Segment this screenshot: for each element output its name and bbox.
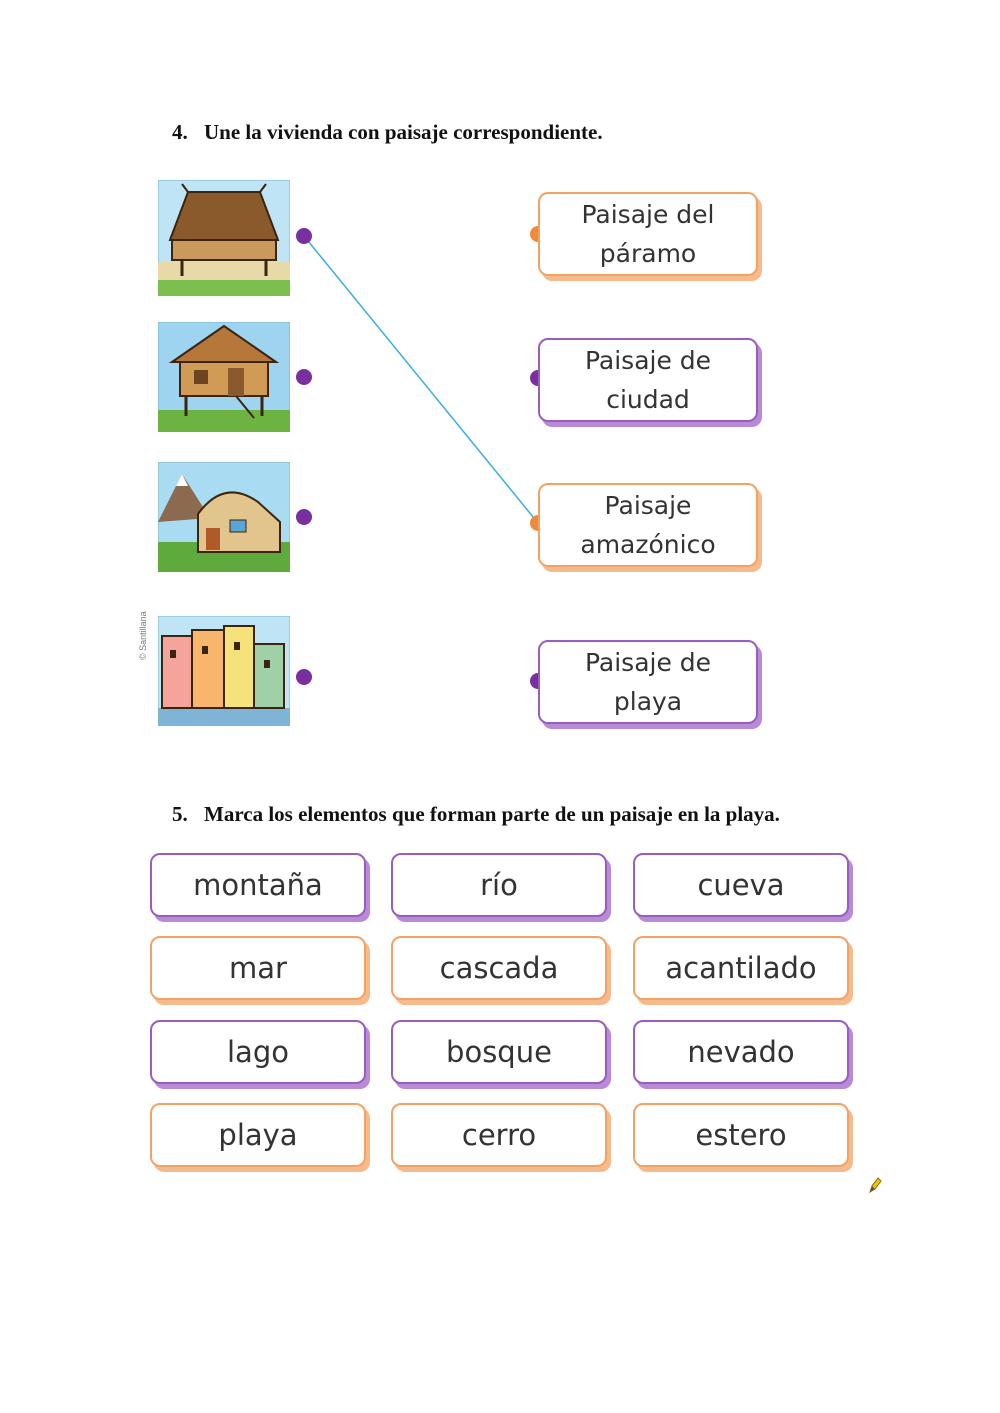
exercise-4-number: 4. bbox=[172, 120, 188, 144]
pencil-icon[interactable] bbox=[868, 1176, 882, 1194]
word-option-cueva[interactable]: cueva bbox=[633, 853, 849, 917]
landscape-box-ciudad[interactable] bbox=[538, 338, 758, 422]
word-option-cerro[interactable]: cerro bbox=[391, 1103, 607, 1167]
word-option-playa[interactable]: playa bbox=[150, 1103, 366, 1167]
landscape-box-paramo[interactable] bbox=[538, 192, 758, 276]
house-picture-3 bbox=[158, 462, 290, 572]
house-picture-2 bbox=[158, 322, 290, 432]
landscape-box-playa[interactable] bbox=[538, 640, 758, 724]
word-option-lago[interactable]: lago bbox=[150, 1020, 366, 1084]
word-option-rio[interactable]: río bbox=[391, 853, 607, 917]
exercise-5-heading bbox=[172, 802, 780, 827]
wooden-stilt-house-icon bbox=[158, 322, 290, 432]
word-option-bosque[interactable]: bosque bbox=[391, 1020, 607, 1084]
landscape-box-amazonico[interactable] bbox=[538, 483, 758, 567]
exercise-5-instruction: Marca los elementos que forman parte de un paisaje en la playa. bbox=[204, 802, 780, 826]
word-option-cascada[interactable]: cascada bbox=[391, 936, 607, 1000]
word-option-montana[interactable]: montaña bbox=[150, 853, 366, 917]
city-buildings-icon bbox=[158, 616, 290, 726]
landscape-label: Paisaje amazónico bbox=[580, 491, 716, 559]
landscape-label: Paisaje del páramo bbox=[581, 200, 715, 268]
thatched-stilt-hut-icon bbox=[158, 180, 290, 296]
landscape-label: Paisaje de ciudad bbox=[584, 346, 712, 414]
house-4-connector-dot[interactable] bbox=[296, 669, 312, 685]
house-3-connector-dot[interactable] bbox=[296, 509, 312, 525]
image-credit: © Santillana bbox=[138, 611, 148, 660]
connection-line bbox=[304, 236, 538, 523]
exercise-4-instruction: Une la vivienda con paisaje correspondiente. bbox=[204, 120, 603, 144]
landscape-label: Paisaje de playa bbox=[584, 648, 712, 716]
exercise-5-number: 5. bbox=[172, 802, 188, 826]
house-picture-4 bbox=[158, 616, 290, 726]
straw-roof-mountain-hut-icon bbox=[158, 462, 290, 572]
house-1-connector-dot[interactable] bbox=[296, 228, 312, 244]
word-option-estero[interactable]: estero bbox=[633, 1103, 849, 1167]
house-2-connector-dot[interactable] bbox=[296, 369, 312, 385]
word-option-nevado[interactable]: nevado bbox=[633, 1020, 849, 1084]
word-option-acantilado[interactable]: acantilado bbox=[633, 936, 849, 1000]
house-picture-1 bbox=[158, 180, 290, 290]
word-option-mar[interactable]: mar bbox=[150, 936, 366, 1000]
